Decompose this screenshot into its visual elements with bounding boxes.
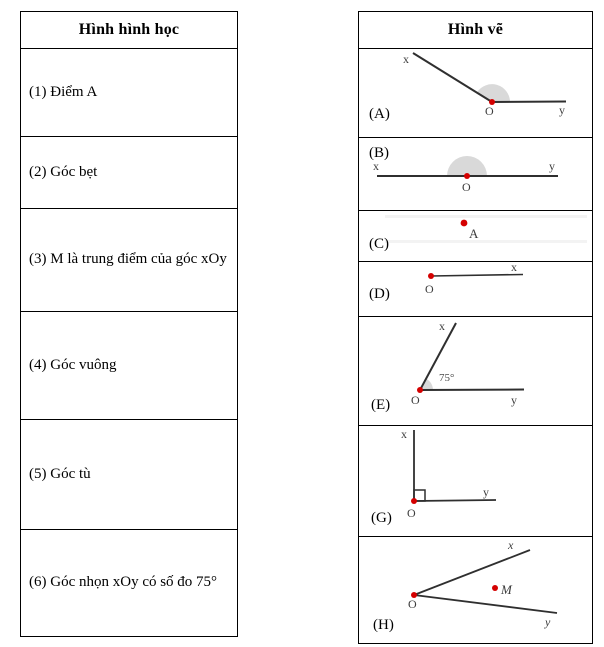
- figure-H-angle-with-point-M: [359, 536, 592, 643]
- label-x: x: [508, 538, 514, 552]
- label-O: O: [462, 180, 471, 194]
- figure-tag: (A): [369, 106, 390, 122]
- figure-A-obtuse-angle: [359, 48, 592, 137]
- label-x: x: [401, 427, 407, 441]
- figure-tag: (E): [371, 397, 391, 413]
- figure-E-acute-angle: [359, 316, 592, 425]
- label-O: O: [411, 393, 420, 407]
- angle-value: 75°: [439, 372, 455, 384]
- figure-D-ray: [359, 261, 592, 316]
- label-x: x: [403, 52, 409, 66]
- figure-C-point-A: [359, 210, 592, 261]
- label-x: x: [511, 262, 517, 274]
- point-O: [464, 173, 470, 179]
- figure-tag: (D): [369, 286, 390, 302]
- label-O: O: [407, 506, 416, 520]
- label-y: y: [545, 615, 551, 629]
- label-y: y: [511, 393, 517, 407]
- figure-tag: (C): [369, 236, 389, 252]
- figure-G-right-angle: [359, 425, 592, 536]
- ray-Oy: [414, 500, 496, 501]
- right-table: [358, 11, 593, 644]
- left-row-midpoint: (3) M là trung điểm của góc xOy: [21, 208, 237, 311]
- label-O: O: [425, 282, 434, 296]
- ray-Ox: [414, 550, 530, 595]
- label-A: A: [469, 226, 479, 241]
- label-y: y: [483, 485, 489, 499]
- point-O: [428, 273, 434, 279]
- ray-Ox: [413, 53, 492, 102]
- angle-sector: [477, 84, 510, 102]
- label-x: x: [439, 319, 445, 333]
- left-row-point-a: (1) Điểm A: [21, 48, 237, 136]
- label-y: y: [549, 159, 555, 173]
- label-M: M: [501, 582, 512, 597]
- label-O: O: [485, 104, 494, 118]
- ray-Oy: [492, 102, 566, 103]
- left-table: [20, 11, 238, 637]
- label-y: y: [559, 103, 565, 117]
- scan-band: [385, 215, 587, 218]
- point-A: [461, 220, 468, 227]
- right-table-header: Hình vẽ: [447, 21, 504, 38]
- left-row-obtuse-angle: (5) Góc tù: [21, 419, 237, 529]
- left-row-right-angle: (4) Góc vuông: [21, 311, 237, 419]
- left-table-header: Hình hình học: [78, 21, 180, 38]
- label-x: x: [373, 159, 379, 173]
- figure-tag: (B): [369, 145, 389, 161]
- vertex-point-O: [411, 498, 417, 504]
- point-M: [492, 585, 498, 591]
- label-O: O: [408, 597, 417, 611]
- figure-tag: (G): [371, 510, 392, 526]
- figure-tag: (H): [373, 617, 394, 633]
- left-row-acute-angle: (6) Góc nhọn xOy có số đo 75°: [21, 529, 237, 636]
- ray-Oy: [414, 595, 557, 613]
- figure-B-straight-angle: [359, 137, 592, 210]
- scan-band: [385, 240, 587, 243]
- ray-Ox: [431, 275, 523, 277]
- ray-Oy: [420, 390, 524, 391]
- left-row-straight-angle: (2) Góc bẹt: [21, 136, 237, 208]
